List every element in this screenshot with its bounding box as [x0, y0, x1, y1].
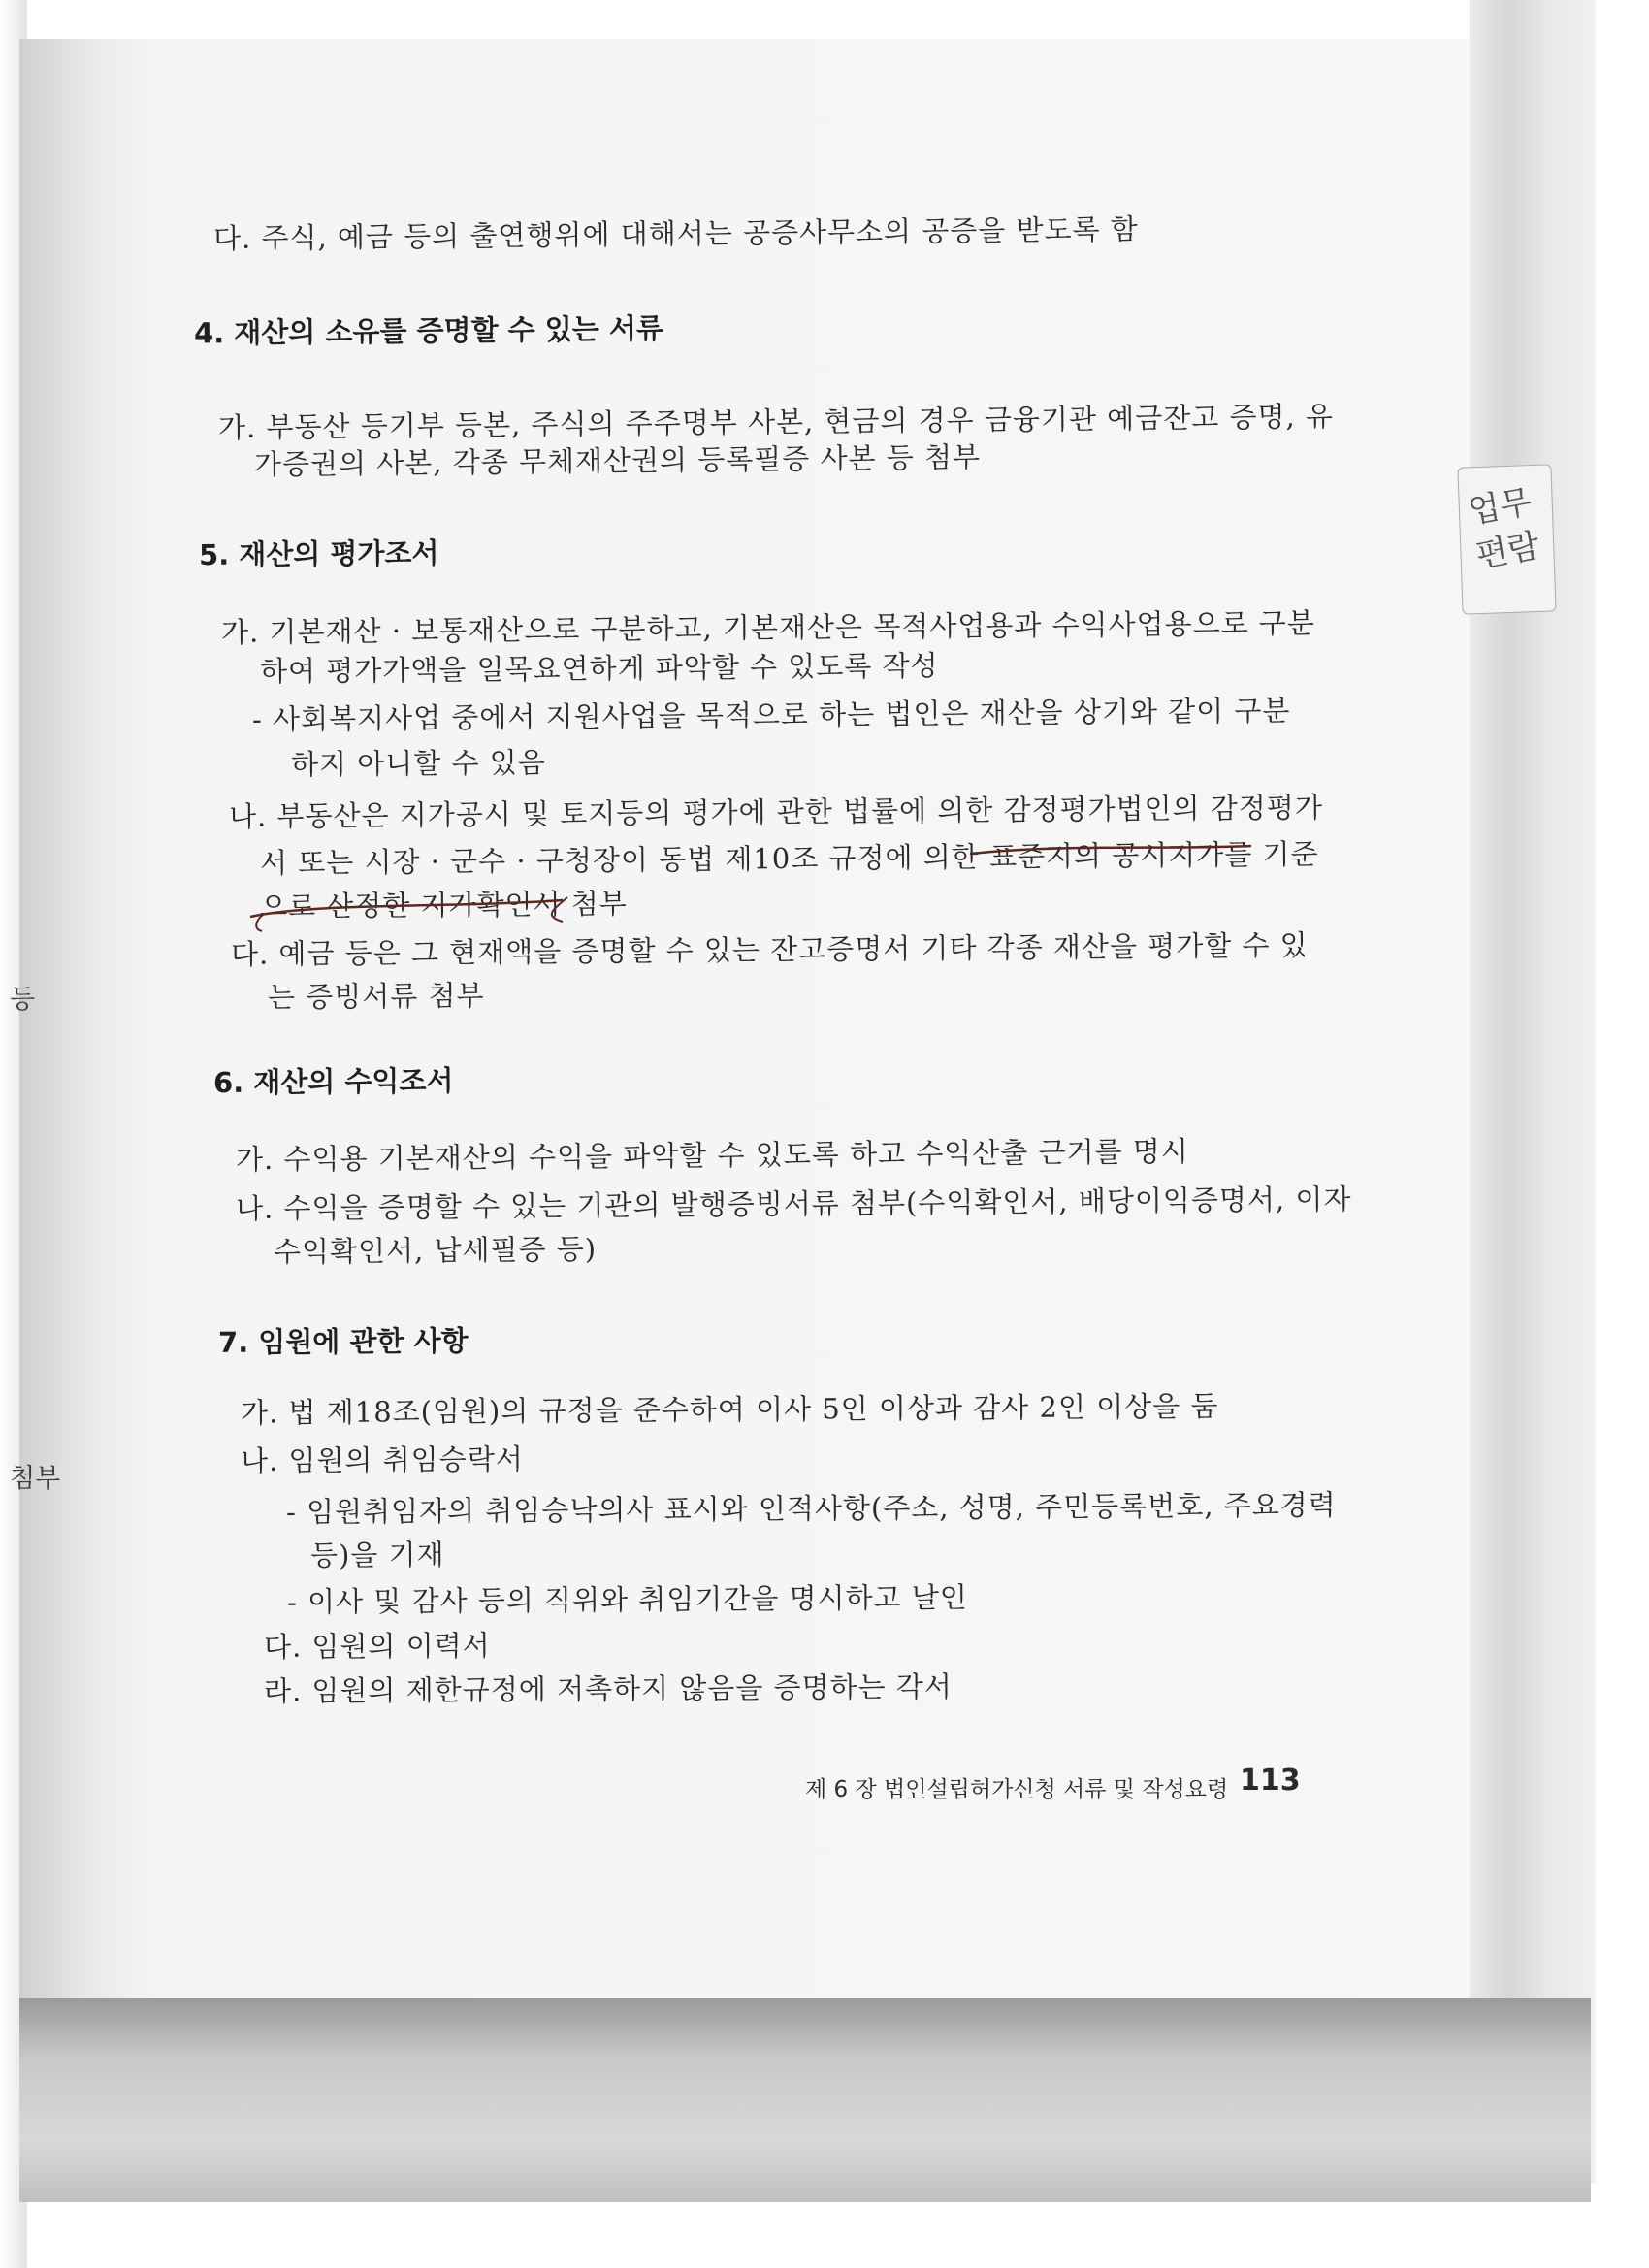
body-line: 나. 부동산은 지가공시 및 토지등의 평가에 관한 법률에 의한 감정평가법인의 감정평가: [228, 791, 1324, 833]
section-heading: 6. 재산의 수익조서: [212, 1063, 454, 1100]
body-line: - 임원취임자의 취임승낙의사 표시와 인적사항(주소, 성명, 주민등록번호, 주요경력: [285, 1488, 1337, 1529]
body-line: 하지 아니할 수 있음: [290, 745, 546, 782]
section-heading: 5. 재산의 평가조서: [198, 535, 439, 572]
body-line: 가증권의 사본, 각종 무체재산권의 등록필증 사본 등 첨부: [253, 440, 982, 481]
body-line: 다. 임원의 이력서: [263, 1629, 491, 1664]
section-heading: 7. 임원에 관한 사항: [217, 1324, 469, 1359]
body-line: 서 또는 시장 · 군수 · 구청장이 동법 제10조 규정에 의한 표준지의 공시지가를 기준: [259, 837, 1319, 880]
body-line: - 사회복지사업 중에서 지원사업을 목적으로 하는 법인은 재산을 상기와 같이 구분: [251, 694, 1291, 736]
body-line: 으로 산정한 지가확인서 첨부: [259, 887, 628, 923]
body-line: 는 증빙서류 첨부: [267, 979, 485, 1014]
body-line: 가. 부동산 등기부 등본, 주식의 주주명부 사본, 현금의 경우 금융기관 예금잔고 증명, 유: [217, 399, 1335, 445]
body-line: 등)을 기재: [309, 1538, 445, 1572]
margin-note: 등: [10, 985, 36, 1015]
page-number: 113: [1240, 1764, 1301, 1798]
body-line: 다. 예금 등은 그 현재액을 증명할 수 있는 잔고증명서 기타 각종 재산을 평가할 수 있: [230, 928, 1309, 971]
body-line: 수익확인서, 납세필증 등): [273, 1232, 598, 1269]
body-line: 가. 기본재산 · 보통재산으로 구분하고, 기본재산은 목적사업용과 수익사업용으로 구분: [220, 606, 1316, 649]
chapter-footer: 제 6 장 법인설립허가신청 서류 및 작성요령: [805, 1777, 1229, 1802]
section-heading: 4. 재산의 소유를 증명할 수 있는 서류: [193, 311, 664, 350]
body-line: 나. 임원의 취임승락서: [240, 1442, 524, 1478]
body-line: 가. 수익용 기본재산의 수익을 파악할 수 있도록 하고 수익산출 근거를 명시: [235, 1134, 1189, 1177]
body-line: 라. 임원의 제한규정에 저촉하지 않음을 증명하는 각서: [263, 1669, 953, 1708]
index-tab-handwriting: 업무편람: [1465, 482, 1543, 576]
body-line: 하여 평가가액을 일목요연하게 파악할 수 있도록 작성: [259, 648, 939, 689]
body-line: 가. 법 제18조(임원)의 규정을 준수하여 이사 5인 이상과 감사 2인 이상을 둠: [240, 1389, 1219, 1430]
intro-line: 다. 주식, 예금 등의 출연행위에 대해서는 공증사무소의 공증을 받도록 함: [212, 212, 1139, 255]
body-line: 나. 수익을 증명할 수 있는 기관의 발행증빙서류 첨부(수익확인서, 배당이익증명서, 이자: [235, 1182, 1352, 1226]
margin-note: 첨부: [10, 1464, 61, 1494]
body-line: - 이사 및 감사 등의 직위와 취임기간을 명시하고 날인: [286, 1580, 968, 1619]
